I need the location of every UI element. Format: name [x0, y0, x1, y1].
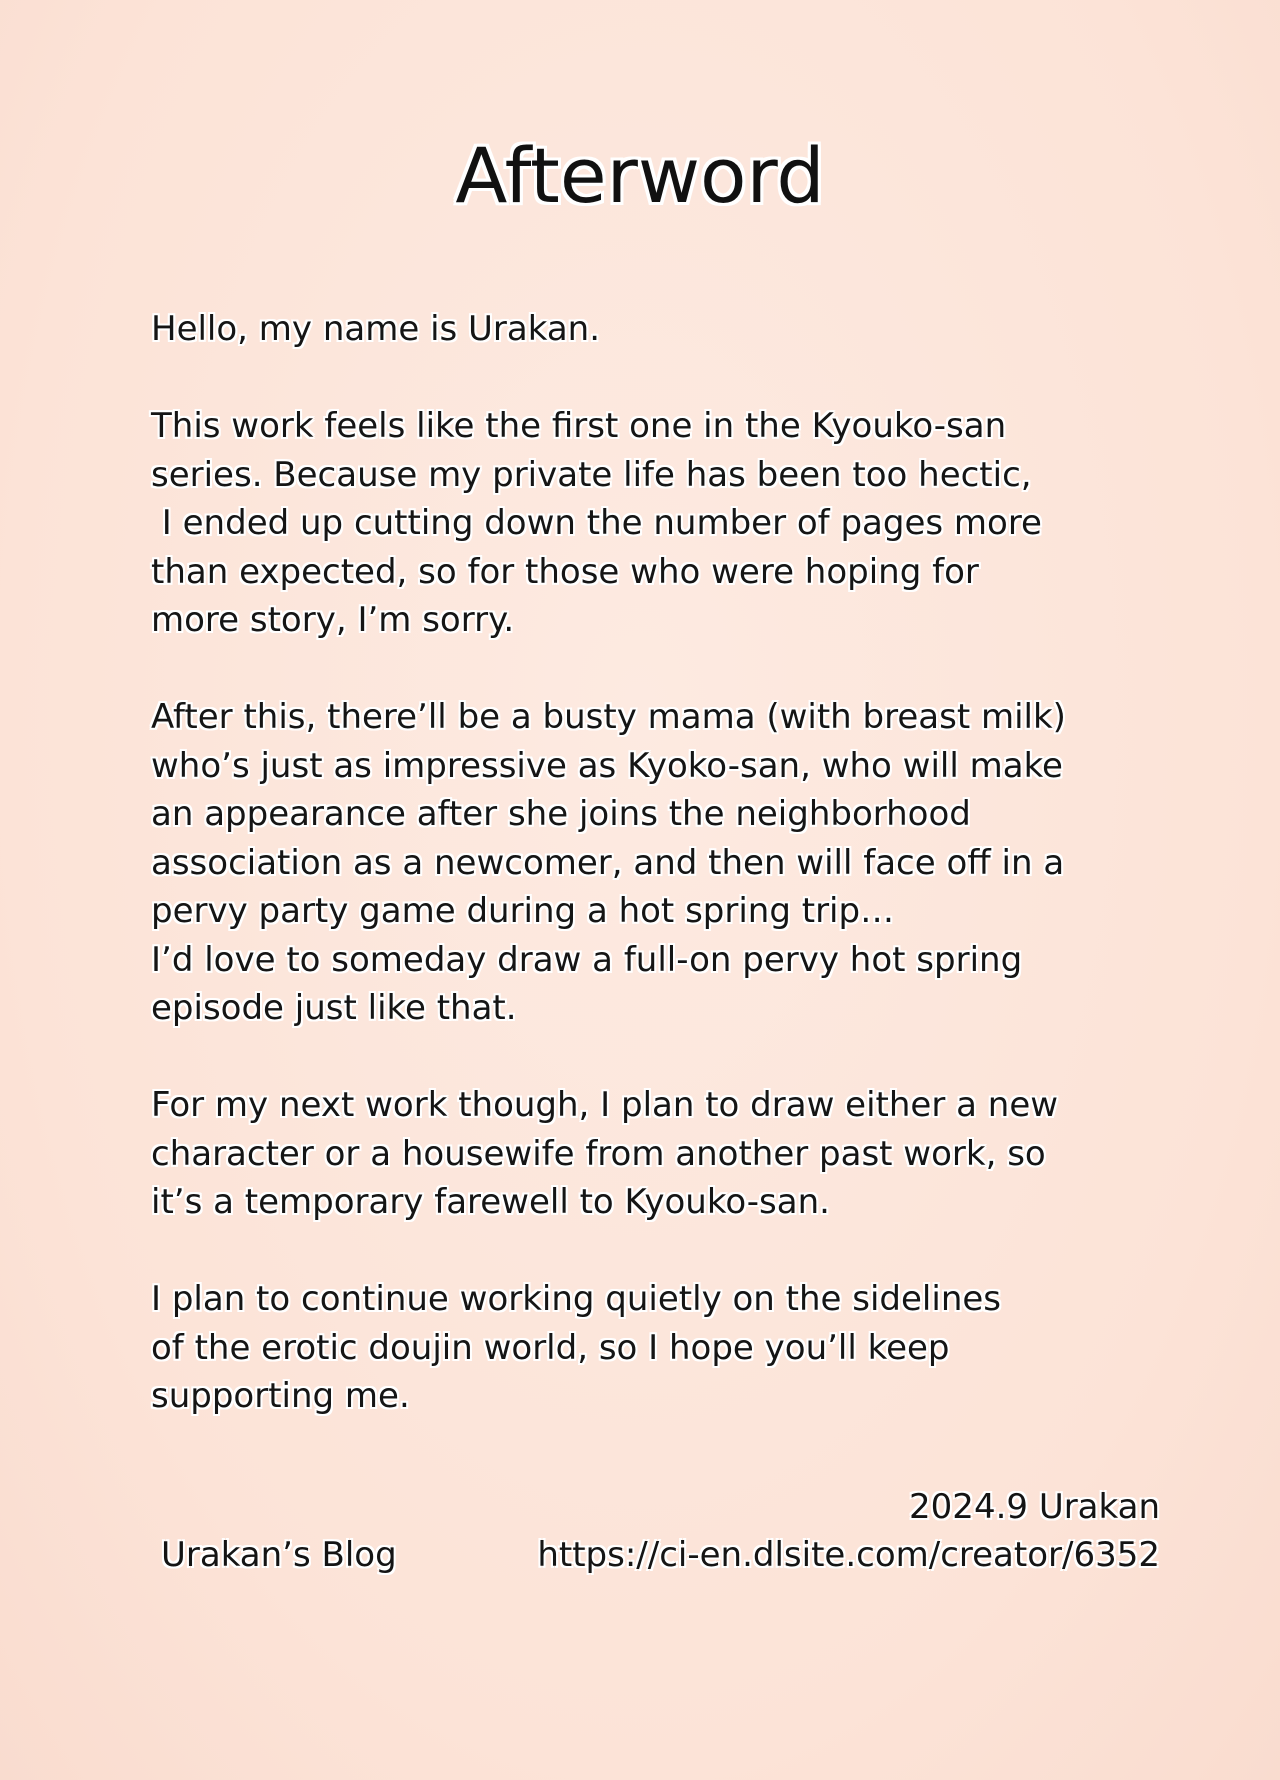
text-line: After this, there’ll be a busty mama (with breast milk)	[151, 697, 1066, 737]
text-line: supporting me.	[151, 1376, 410, 1416]
paragraph-next-work	[151, 1081, 1161, 1227]
text-line: I plan to continue working quietly on the sidelines	[151, 1279, 1001, 1319]
text-line: For my next work though, I plan to draw either a new	[151, 1085, 1059, 1125]
text-line: I ended up cutting down the number of pages more	[151, 503, 1042, 543]
text-line: Hello, my name is Urakan.	[151, 309, 601, 349]
text-line: episode just like that.	[151, 988, 517, 1028]
paragraph-greeting	[151, 305, 1161, 354]
blog-label: Urakan’s Blog	[161, 1535, 397, 1575]
afterword-body	[151, 305, 1161, 1421]
text-line: who’s just as impressive as Kyoko-san, who will make	[151, 745, 1063, 786]
text-line: This work feels like the first one in the Kyouko-san	[151, 406, 1007, 446]
text-line: of the erotic doujin world, so I hope you’ll keep	[151, 1327, 950, 1368]
text-line: I’d love to someday draw a full-on pervy hot spring	[151, 939, 1023, 980]
signature-date: 2024.9 Urakan	[909, 1487, 1160, 1527]
paragraph-future-plans	[151, 693, 1161, 1033]
page-title: Afterword	[455, 131, 825, 220]
text-line: association as a newcomer, and then will face off in a	[151, 842, 1065, 883]
paragraph-closing	[151, 1275, 1161, 1421]
text-line: an appearance after she joins the neighborhood	[151, 794, 971, 834]
text-line: than expected, so for those who were hoping for	[151, 551, 979, 592]
paragraph-work-intro	[151, 402, 1161, 645]
text-line: more story, I’m sorry.	[151, 600, 515, 640]
text-line: series. Because my private life has been too hectic,	[151, 454, 1032, 495]
text-line: character or a housewife from another past work, so	[151, 1133, 1046, 1174]
text-line: pervy party game during a hot spring trip…	[151, 891, 895, 931]
blog-link[interactable]: https://ci-en.dlsite.com/creator/6352	[537, 1535, 1160, 1575]
text-line: it’s a temporary farewell to Kyouko-san.	[151, 1182, 830, 1222]
